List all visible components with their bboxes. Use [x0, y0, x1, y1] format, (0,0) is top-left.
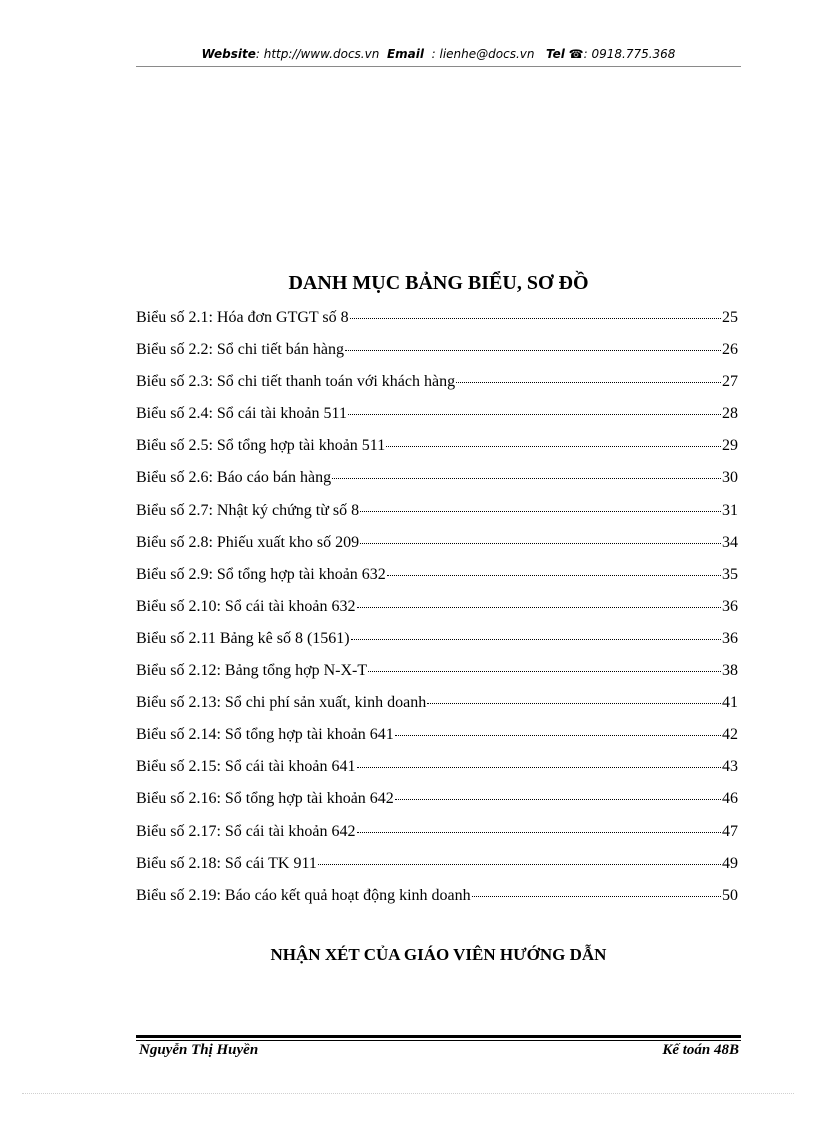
- dot-leader: [350, 318, 721, 319]
- toc-entry-page: 28: [722, 405, 738, 423]
- toc-entry-label: Biểu số 2.12: Bảng tổng hợp N-X-T: [136, 662, 368, 680]
- toc-entry-label: Biểu số 2.11 Bảng kê số 8 (1561): [136, 629, 350, 647]
- header-divider: [136, 66, 741, 67]
- toc-entry-label: Biểu số 2.10: Sổ cái tài khoản 632: [136, 597, 356, 615]
- toc-entry-page: 36: [722, 597, 738, 615]
- toc-entry-label: Biểu số 2.9: Sổ tổng hợp tài khoản 632: [136, 565, 386, 583]
- email-label: Email: [386, 47, 424, 61]
- toc-entry[interactable]: [136, 694, 738, 726]
- dot-leader: [395, 799, 721, 800]
- dot-leader: [332, 478, 721, 479]
- toc-entry[interactable]: [136, 309, 738, 341]
- toc-entry-page: 34: [722, 533, 738, 551]
- email-link[interactable]: : lienhe@docs.vn: [431, 47, 535, 61]
- section-heading: NHẬN XÉT CỦA GIÁO VIÊN HƯỚNG DẪN: [270, 945, 607, 964]
- toc-entry[interactable]: [136, 341, 738, 373]
- toc-entry-page: 29: [722, 437, 738, 455]
- toc-entry-page: 36: [722, 629, 738, 647]
- toc-entry[interactable]: [136, 855, 738, 887]
- toc-entry-page: 43: [722, 758, 738, 776]
- dot-leader: [427, 703, 721, 704]
- dot-leader: [368, 671, 721, 672]
- toc-entry-label: Biểu số 2.17: Sổ cái tài khoản 642: [136, 822, 356, 840]
- tel-label: Tel: [545, 47, 565, 61]
- dot-leader: [456, 382, 721, 383]
- toc-entry[interactable]: [136, 405, 738, 437]
- dot-leader: [386, 446, 721, 447]
- page-title: DANH MỤC BẢNG BIỂU, SƠ ĐỒ: [288, 272, 589, 294]
- toc-entry-label: Biểu số 2.5: Sổ tổng hợp tài khoản 511: [136, 437, 386, 455]
- toc-entry-page: 42: [722, 726, 738, 744]
- tel-value: : 0918.775.368: [583, 47, 676, 61]
- toc-entry-page: 38: [722, 662, 738, 680]
- toc-entry[interactable]: [136, 566, 738, 598]
- dot-leader: [348, 414, 721, 415]
- toc-entry[interactable]: [136, 630, 738, 662]
- toc-entry-page: 46: [722, 790, 738, 808]
- dot-leader: [360, 543, 721, 544]
- toc-entry-label: Biểu số 2.1: Hóa đơn GTGT số 8: [136, 309, 349, 326]
- dot-leader: [357, 607, 721, 608]
- toc-entry-page: 41: [722, 694, 738, 712]
- toc-entry[interactable]: [136, 726, 738, 758]
- toc-entry-label: Biểu số 2.3: Sổ chi tiết thanh toán với khách hàng: [136, 373, 456, 391]
- dot-leader: [360, 511, 721, 512]
- toc-entry-label: Biểu số 2.4: Sổ cái tài khoản 511: [136, 405, 347, 423]
- toc-entry[interactable]: [136, 887, 738, 919]
- toc-entry-label: Biểu số 2.7: Nhật ký chứng từ số 8: [136, 501, 360, 519]
- table-of-contents: [136, 309, 738, 919]
- dot-leader: [318, 864, 721, 865]
- toc-entry-label: Biểu số 2.6: Báo cáo bán hàng: [136, 469, 332, 487]
- toc-entry-page: 50: [722, 886, 738, 904]
- toc-entry-page: 31: [722, 501, 738, 519]
- dot-leader: [357, 832, 721, 833]
- toc-entry[interactable]: [136, 437, 738, 469]
- footer-divider-thin: [136, 1040, 741, 1041]
- toc-entry-label: Biểu số 2.2: Sổ chi tiết bán hàng: [136, 341, 344, 359]
- website-link[interactable]: : http://www.docs.vn: [255, 47, 380, 61]
- page-edge-divider: [22, 1093, 794, 1094]
- footer-author: Nguyễn Thị Huyền: [139, 1042, 259, 1058]
- page-header: [136, 47, 741, 61]
- dot-leader: [387, 575, 721, 576]
- toc-entry-page: 25: [722, 309, 738, 326]
- toc-entry-label: Biểu số 2.14: Sổ tổng hợp tài khoản 641: [136, 726, 394, 744]
- toc-entry-label: Biểu số 2.18: Sổ cái TK 911: [136, 854, 317, 872]
- toc-entry-page: 35: [722, 565, 738, 583]
- toc-entry-page: 49: [722, 854, 738, 872]
- toc-entry-page: 27: [722, 373, 738, 391]
- toc-entry-label: Biểu số 2.15: Sổ cái tài khoản 641: [136, 758, 356, 776]
- website-label: Website: [201, 47, 256, 61]
- dot-leader: [357, 767, 721, 768]
- footer-divider-thick: [136, 1035, 741, 1038]
- toc-entry-label: Biểu số 2.16: Sổ tổng hợp tài khoản 642: [136, 790, 394, 808]
- toc-entry[interactable]: [136, 598, 738, 630]
- toc-entry[interactable]: [136, 502, 738, 534]
- dot-leader: [351, 639, 721, 640]
- toc-entry-label: Biểu số 2.19: Báo cáo kết quả hoạt động kinh doanh: [136, 886, 471, 904]
- toc-entry-page: 30: [722, 469, 738, 487]
- toc-entry[interactable]: [136, 790, 738, 822]
- toc-entry-label: Biểu số 2.13: Sổ chi phí sản xuất, kinh doanh: [136, 694, 427, 712]
- dot-leader: [345, 350, 721, 351]
- toc-entry[interactable]: [136, 758, 738, 790]
- toc-entry-page: 26: [722, 341, 738, 359]
- toc-entry[interactable]: [136, 662, 738, 694]
- footer-class: Kế toán 48B: [662, 1042, 739, 1058]
- toc-entry[interactable]: [136, 823, 738, 855]
- dot-leader: [395, 735, 721, 736]
- dot-leader: [472, 896, 721, 897]
- toc-entry[interactable]: [136, 534, 738, 566]
- toc-entry[interactable]: [136, 373, 738, 405]
- toc-entry-page: 47: [722, 822, 738, 840]
- phone-icon: ☎: [568, 47, 584, 61]
- toc-entry-label: Biểu số 2.8: Phiếu xuất kho số 209: [136, 533, 360, 551]
- toc-entry[interactable]: [136, 469, 738, 501]
